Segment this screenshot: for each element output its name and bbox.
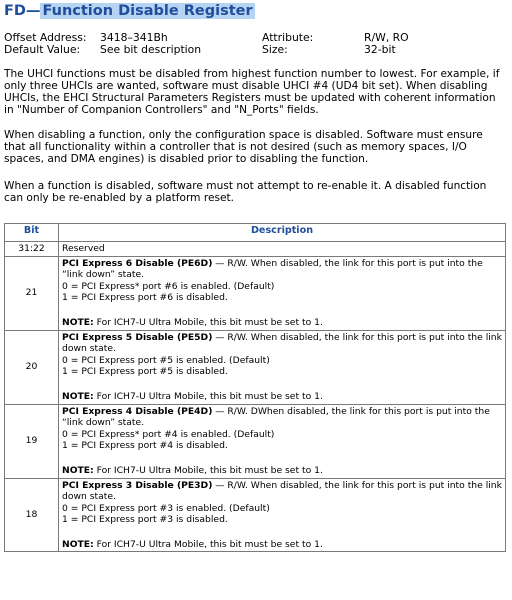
- field-summary: [62, 332, 502, 355]
- note-label: NOTE:: [62, 316, 94, 328]
- register-code: FD: [4, 3, 26, 19]
- bit-number: 19: [5, 404, 59, 478]
- option-enabled: 0 = PCI Express port #3 is enabled. (Default): [62, 502, 270, 514]
- field-note: [62, 391, 502, 403]
- field-note: [62, 539, 502, 551]
- paragraph-config-space: When disabling a function, only the configuration space is disabled. Software must ensure that all functionality within a controller that is not desired (such as memory spaces, I/O spaces, and DMA engines) is disabled prior to disabling the function.: [4, 129, 483, 166]
- note-label: NOTE:: [62, 464, 94, 476]
- bit-description-table: [4, 223, 506, 552]
- note-text: For ICH7-U Ultra Mobile, this bit must be set to 1.: [93, 390, 323, 402]
- table-row: [5, 256, 506, 330]
- paragraph-uhci-order: The UHCI functions must be disabled from highest function number to lowest. For example, if only three UHCIs are wanted, software must disable UHCI #4 (UD4 bit set). When disabling UHCIs, the EHCI Structural Parameters Registers must be updated with coherent information in "Number of Companion Controllers" and "N_Ports" fields.: [4, 68, 500, 117]
- row-spacer: [62, 452, 502, 465]
- bit-description: [59, 478, 506, 552]
- field-description: — R/W. DWhen disabled, the link for this port is put into the “link down” state.: [62, 405, 490, 429]
- row-spacer: [62, 304, 502, 317]
- option-disabled: 1 = PCI Express port #3 is disabled.: [62, 514, 228, 526]
- bit-description: [59, 256, 506, 330]
- table-row: [5, 404, 506, 478]
- note-text: For ICH7-U Ultra Mobile, this bit must be set to 1.: [93, 316, 323, 328]
- option-enabled: 0 = PCI Express* port #6 is enabled. (Default): [62, 280, 275, 292]
- field-note: [62, 317, 502, 329]
- field-note: [62, 465, 502, 477]
- offset-value: 3418–341Bh: [100, 31, 168, 44]
- offset-label: Offset Address:: [4, 31, 87, 44]
- bit-number: 31:22: [5, 242, 59, 257]
- bit-number: 20: [5, 330, 59, 404]
- table-row-reserved: [5, 242, 506, 257]
- field-name: PCI Express 4 Disable (PE4D): [62, 405, 213, 417]
- note-label: NOTE:: [62, 538, 94, 550]
- bit-number: 18: [5, 478, 59, 552]
- bit-description: [59, 330, 506, 404]
- attribute-label: Attribute:: [262, 31, 314, 44]
- field-summary: [62, 258, 502, 281]
- field-name: PCI Express 5 Disable (PE5D): [62, 331, 213, 343]
- note-label: NOTE:: [62, 390, 94, 402]
- note-text: For ICH7-U Ultra Mobile, this bit must be set to 1.: [93, 538, 323, 550]
- option-enabled: 0 = PCI Express* port #4 is enabled. (Default): [62, 428, 275, 440]
- field-description: — R/W. When disabled, the link for this port is put into the link down state.: [62, 479, 502, 503]
- description-column-header: Description: [59, 224, 506, 242]
- register-title: [4, 3, 255, 19]
- default-value: See bit description: [100, 43, 202, 56]
- field-summary: [62, 406, 502, 429]
- bit-number: 21: [5, 256, 59, 330]
- option-disabled: 1 = PCI Express port #5 is disabled.: [62, 366, 228, 378]
- option-disabled: 1 = PCI Express port #4 is disabled.: [62, 440, 228, 452]
- paragraph-reenable: When a function is disabled, software must not attempt to re-enable it. A disabled function can only be re-enabled by a platform reset.: [4, 180, 487, 205]
- bit-column-header: Bit: [5, 224, 59, 242]
- field-name: PCI Express 3 Disable (PE3D): [62, 479, 213, 491]
- bit-description: [59, 404, 506, 478]
- size-value: 32-bit: [364, 43, 396, 56]
- option-enabled: 0 = PCI Express port #5 is enabled. (Default): [62, 354, 270, 366]
- table-header-row: [5, 224, 506, 242]
- field-name: PCI Express 6 Disable (PE6D): [62, 257, 213, 269]
- field-description: — R/W. When disabled, the link for this port is put into the link down state.: [62, 331, 502, 355]
- field-description: — R/W. When disabled, the link for this port is put into the “link down” state.: [62, 257, 483, 281]
- default-label: Default Value:: [4, 43, 81, 56]
- reserved-description: Reserved: [59, 242, 506, 257]
- table-row: [5, 330, 506, 404]
- size-label: Size:: [262, 43, 288, 56]
- note-text: For ICH7-U Ultra Mobile, this bit must be set to 1.: [93, 464, 323, 476]
- attribute-value: R/W, RO: [364, 31, 409, 44]
- title-dash: —: [25, 3, 41, 19]
- field-summary: [62, 480, 502, 503]
- row-spacer: [62, 526, 502, 539]
- register-name: Function Disable Register: [42, 3, 253, 19]
- table-row: [5, 478, 506, 552]
- row-spacer: [62, 378, 502, 391]
- option-disabled: 1 = PCI Express port #6 is disabled.: [62, 292, 228, 304]
